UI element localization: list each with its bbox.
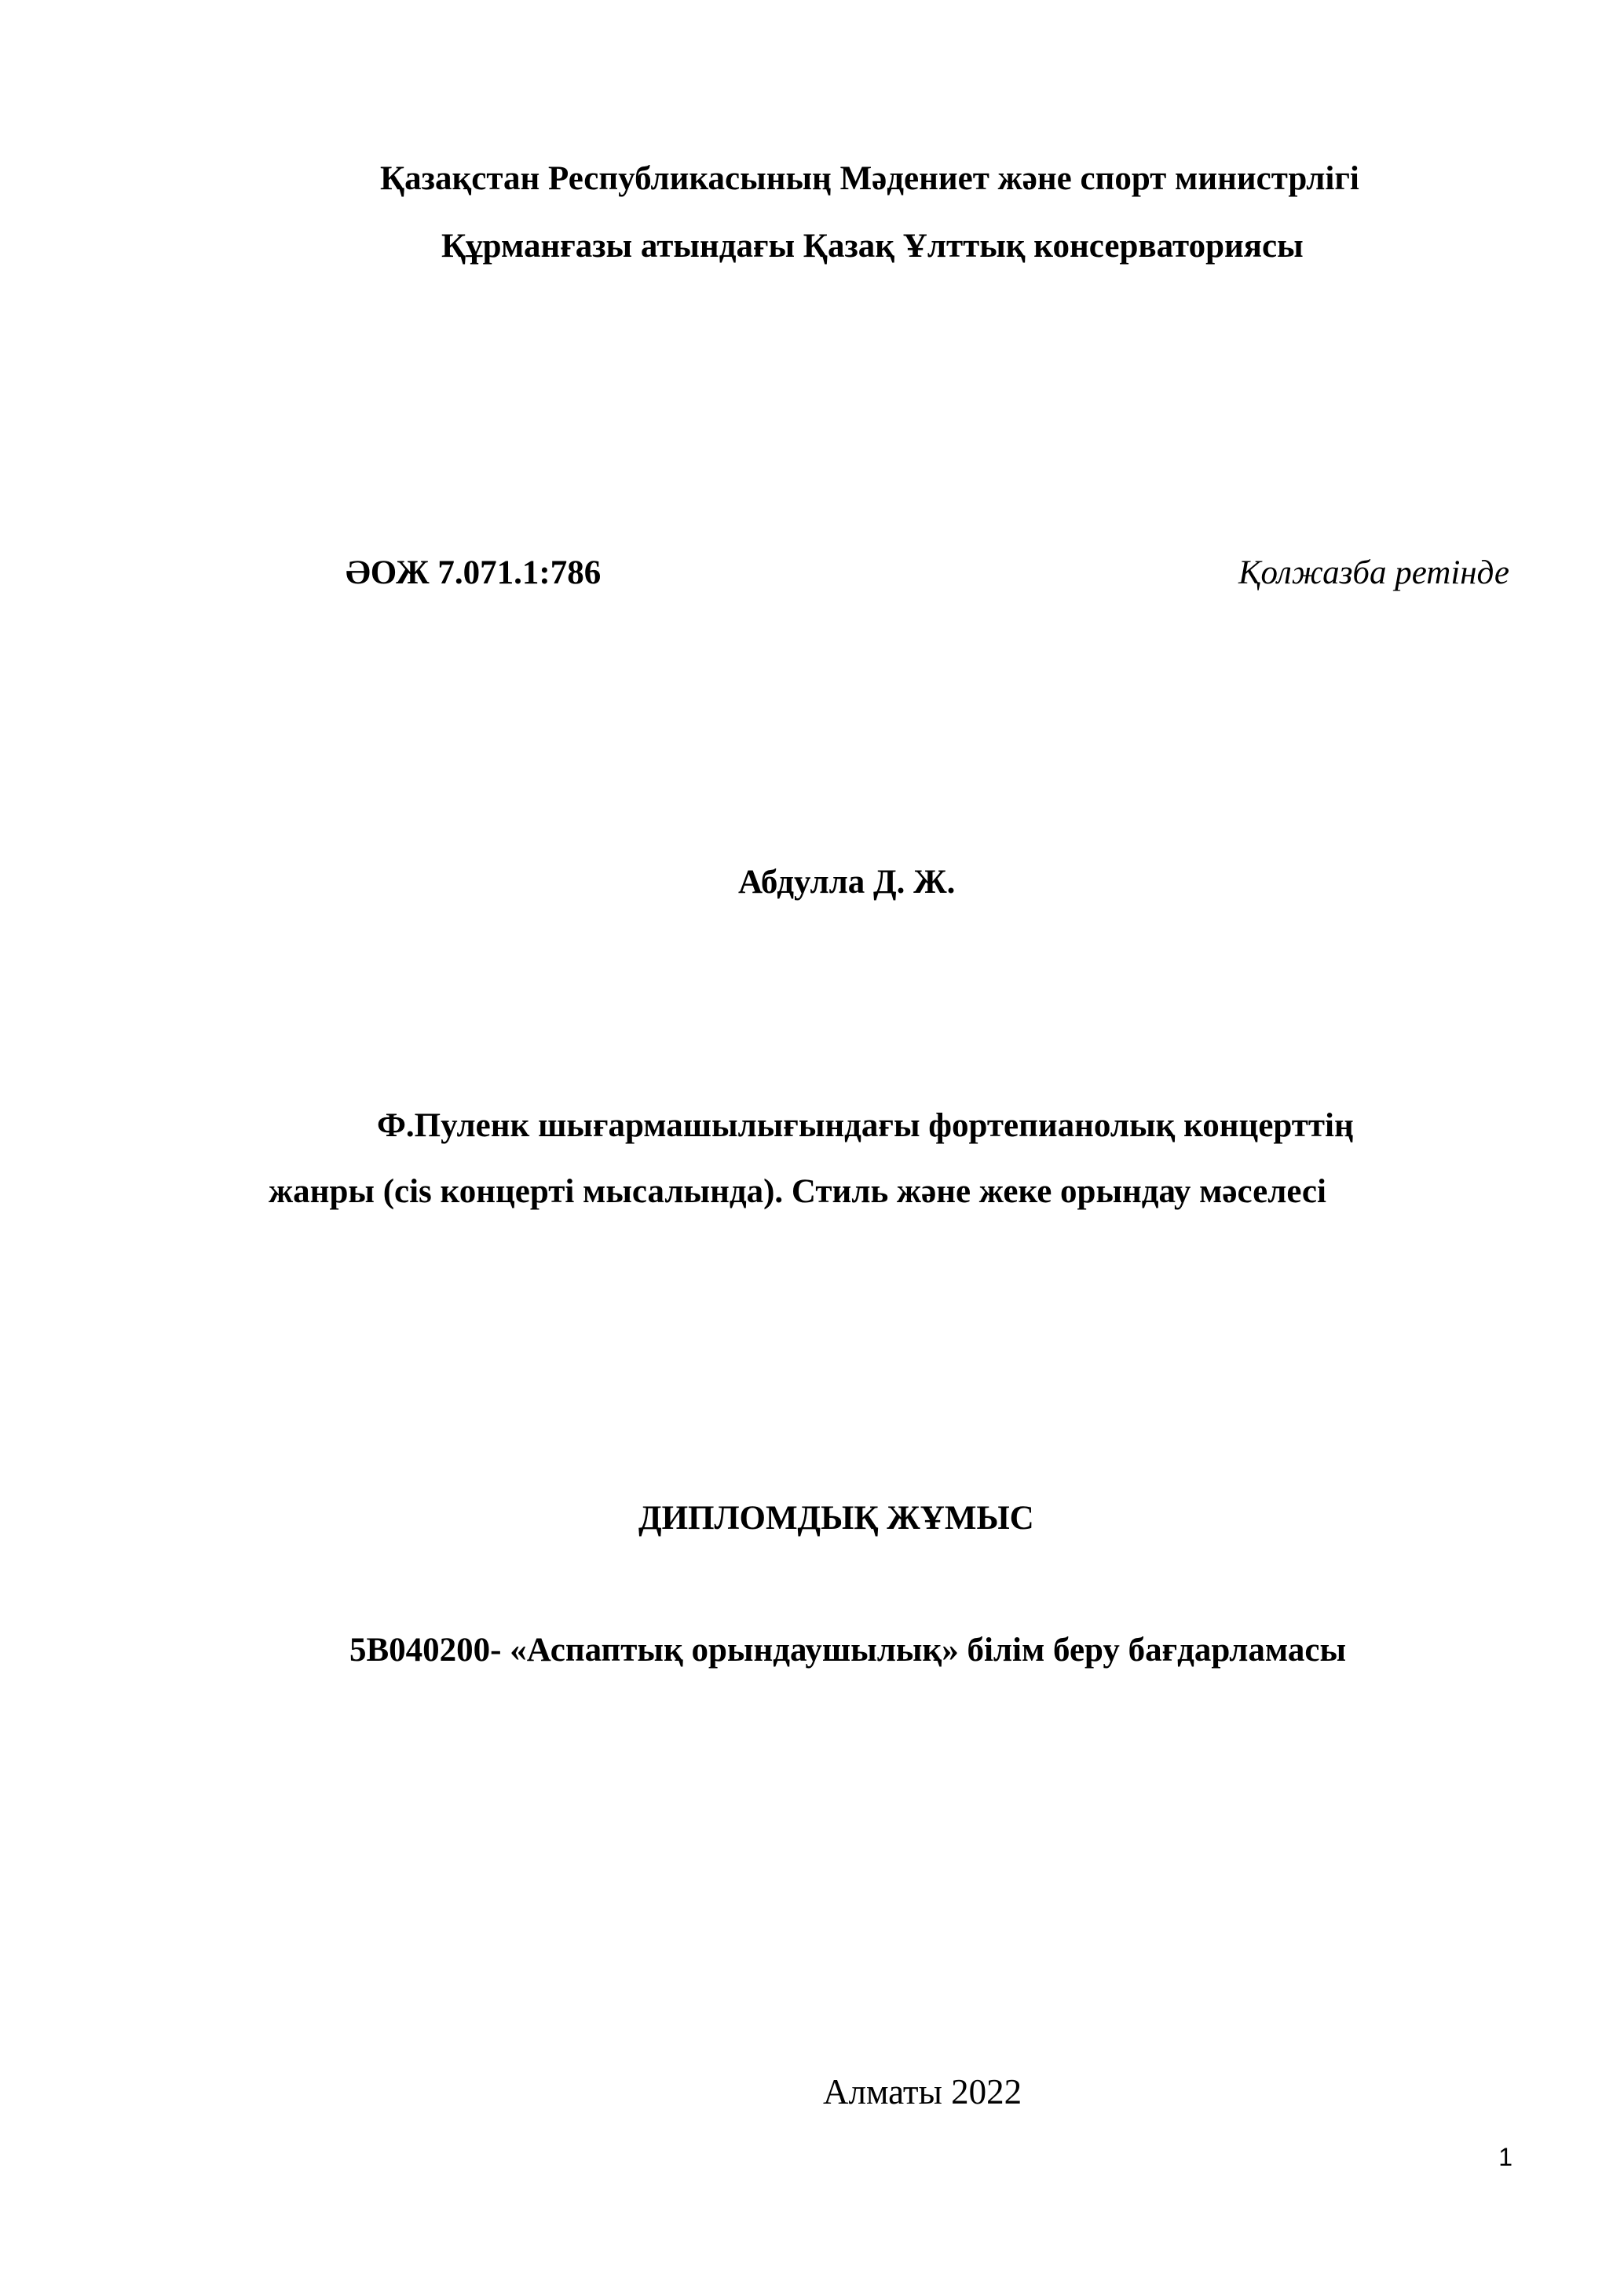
document-type: ДИПЛОМДЫҚ ЖҰМЫС xyxy=(638,1500,1034,1537)
city-year: Алматы 2022 xyxy=(823,2072,1022,2111)
page-number: 1 xyxy=(1498,2143,1512,2171)
conservatory-heading: Құрманғазы атындағы Қазақ Ұлттық консерваториясы xyxy=(441,228,1304,265)
ministry-heading: Қазақстан Республикасының Мәдениет және спорт министрлігі xyxy=(380,160,1359,197)
udc-code: ӘОЖ 7.071.1:786 xyxy=(346,554,602,591)
author-name: Абдулла Д. Ж. xyxy=(738,864,956,901)
thesis-title-line-1: Ф.Пуленк шығармашылығындағы фортепианолық концерттің xyxy=(377,1107,1354,1144)
education-program: 5В040200- «Аспаптық орындаушылық» білім беру бағдарламасы xyxy=(349,1632,1347,1669)
manuscript-note: Қолжазба ретінде xyxy=(1238,554,1509,591)
thesis-title-line-2: жанры (cis концерті мысалында). Стиль және жеке орындау мәселесі xyxy=(269,1173,1326,1210)
